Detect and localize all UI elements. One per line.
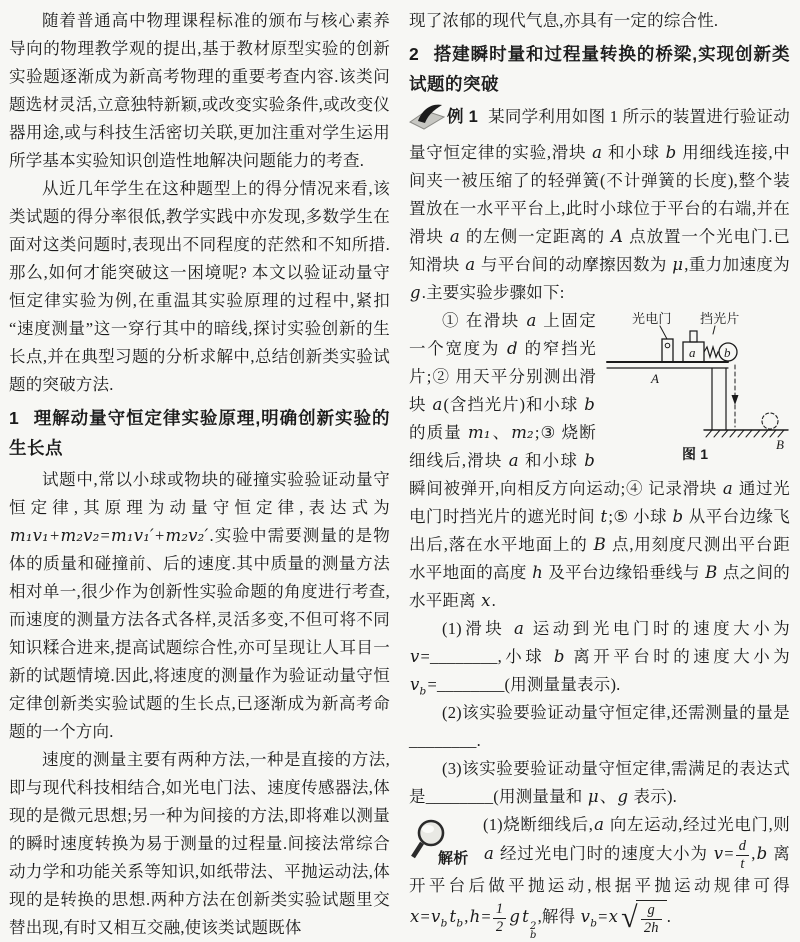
photogate-icon: [662, 339, 673, 362]
shutter-icon: [690, 331, 697, 342]
steps-paragraph: [409, 307, 790, 615]
photogate-label: 光电门: [632, 311, 672, 326]
point-b-label: B: [776, 437, 785, 452]
section-1-paragraph-2: 速度的测量主要有两种方法,一种是直接的方法,即与现代科技相结合,如光电门法、速度传感器法,体现的是微元思想;另一种为间接的方法,即将难以测量的瞬时速度转换为易于测量的过程量.间接法常综合动力学和功能关系等知识,如纸带法、平抛运动法,体现的是转换的思想.两种方法在创新类实验试题里交替出现,有时又相互交融,使该类试题既体: [9, 750, 390, 937]
spring-icon: [704, 347, 720, 357]
section-1-paragraph-1: 试题中,常以小球或物块的碰撞实验验证动量守恒定律,其原理为动量守恒定律,表达式为 m₁v₁+m₂v₂=m₁v₁′+m₂v₂′.实验中需要测量的是物体的质量和碰撞前、后的速度.其中质量的测量方法相对单一,很少作为创新性实验命题的角度进行考查,而速度的测量方法各式各样,灵活多变,不但可将不同知识糅合进来,提高试题综合性,亦可呈现让人耳目一新的试题情境.因此,将速度的测量作为验证动量守恒定律创新类实验试题的生长点,已逐渐成为新高考命题的一个方向.: [9, 470, 390, 741]
section-1-heading: [9, 403, 390, 463]
section-1-title: 理解动量守恒定律实验原理,明确创新实验的生长点: [9, 408, 390, 458]
point-a-label: A: [651, 371, 660, 386]
landing-ball-icon: [762, 413, 778, 429]
right-column: [409, 7, 791, 941]
slider-a-label: a: [689, 345, 696, 360]
example-text: 某同学利用如图 1 所示的装置进行验证动量守恒定律的实验,滑块 a 和小球 b 用细线连接,中间夹一被压缩了的轻弹簧(不计弹簧的长度),整个装置放在一水平平台上,此时小球位于平台的右端,并在滑块 a 的左侧一定距离的 A 点放置一个光电门.已知滑块 a 与平台间的动摩擦因数为 μ,重力加速度为 g.主要实验步骤如下:: [409, 107, 791, 302]
section-2-number: 2: [409, 44, 420, 64]
question-3: (3)该实验要验证动量守恒定律,需满足的表达式是________(用测量量和 μ、g 表示).: [409, 759, 790, 806]
analysis-magnifier-icon: [409, 817, 475, 869]
section-1-number: 1: [9, 408, 20, 428]
question-1: (1)滑块 a 运动到光电门时的速度大小为 v=________,小球 b 离开平台时的速度大小为 $v_b=\_\_\_\_\_\_\_\_$(用测量量表示).: [410, 619, 791, 698]
arrow-down-icon: [732, 395, 739, 405]
analysis-text: (1)烧断细线后,a 向左运动,经过光电门,则 a 经过光电门时的速度大小为 v= $\frac{d}{t}$ ,b 离开平台后做平抛运动,根据平抛运动规律可得 $x=v_b$ $t_b,h=$ $\frac{1}{2}$ g t 2 b ,解得 $v_b=x$ √ $\frac{g}{2h}$ .: [409, 815, 790, 941]
analysis-paragraph: [409, 811, 790, 940]
section-2-title: 搭建瞬时量和过程量转换的桥梁,实现创新类试题的突破: [409, 44, 790, 94]
analysis-label: 解析: [438, 850, 469, 867]
apparatus-diagram: [604, 309, 790, 461]
shutter-label: 挡光片: [700, 311, 740, 326]
question-2: (2)该实验要验证动量守恒定律,还需测量的量是________.: [409, 703, 790, 750]
intro-paragraph-1: 随着普通高中物理课程标准的颁布与核心素养导向的物理教学观的提出,基于教材原型实验的创新实验题逐渐成为新高考物理的重要考查内容.该类问题选材灵活,立意独特新颖,或改变实验条件,或改变仪器用途,或与科技生活密切关联,更加注重对学生运用所学基本实验知识创造性地解决问题能力的考查.: [9, 11, 390, 170]
example-label: 例 1: [447, 108, 479, 126]
steps-text: ① 在滑块 a 上固定一个宽度为 d 的窄挡光片;② 用天平分别测出滑块 a(含挡光片)和小球 b 的质量 m₁、m₂;③ 烧断细线后,滑块 a 和小球 b 瞬间被弹开,向相反方向运动;④ 记录滑块 a 通过光电门时挡光片的遮光时间 t;⑤ 小球 b 从平台边缘飞出后,落在水平地面上的 B 点,用刻度尺测出平台距水平地面的高度 h 及平台边缘铅垂线与 B 点之间的水平距离 x.: [409, 311, 791, 610]
ball-b-label: b: [724, 345, 731, 360]
intro-paragraph-2: 从近几年学生在这种题型上的得分情况来看,该类试题的得分率很低,教学实践中亦发现,多数学生在面对这类问题时,表现出不同程度的茫然和不知所措.那么,如何才能突破这一困境呢? 本文以验证动量守恒定律实验为例,在重温其实验原理的过程中,紧扣“速度测量”这一穿行其中的暗线,探讨实验创新的生长点,并在典型习题的分析求解中,总结创新类实验试题的突破方法.: [9, 179, 390, 394]
ground-hatching: [706, 430, 784, 437]
example-pen-icon: [409, 102, 445, 139]
figure-caption: 图 1: [682, 446, 709, 461]
left-column: [9, 7, 390, 937]
section-2-heading: [409, 39, 790, 99]
example-paragraph: [409, 102, 790, 307]
figure-1: [604, 309, 790, 461]
continuation-paragraph: 现了浓郁的现代气息,亦具有一定的综合性.: [409, 11, 719, 30]
